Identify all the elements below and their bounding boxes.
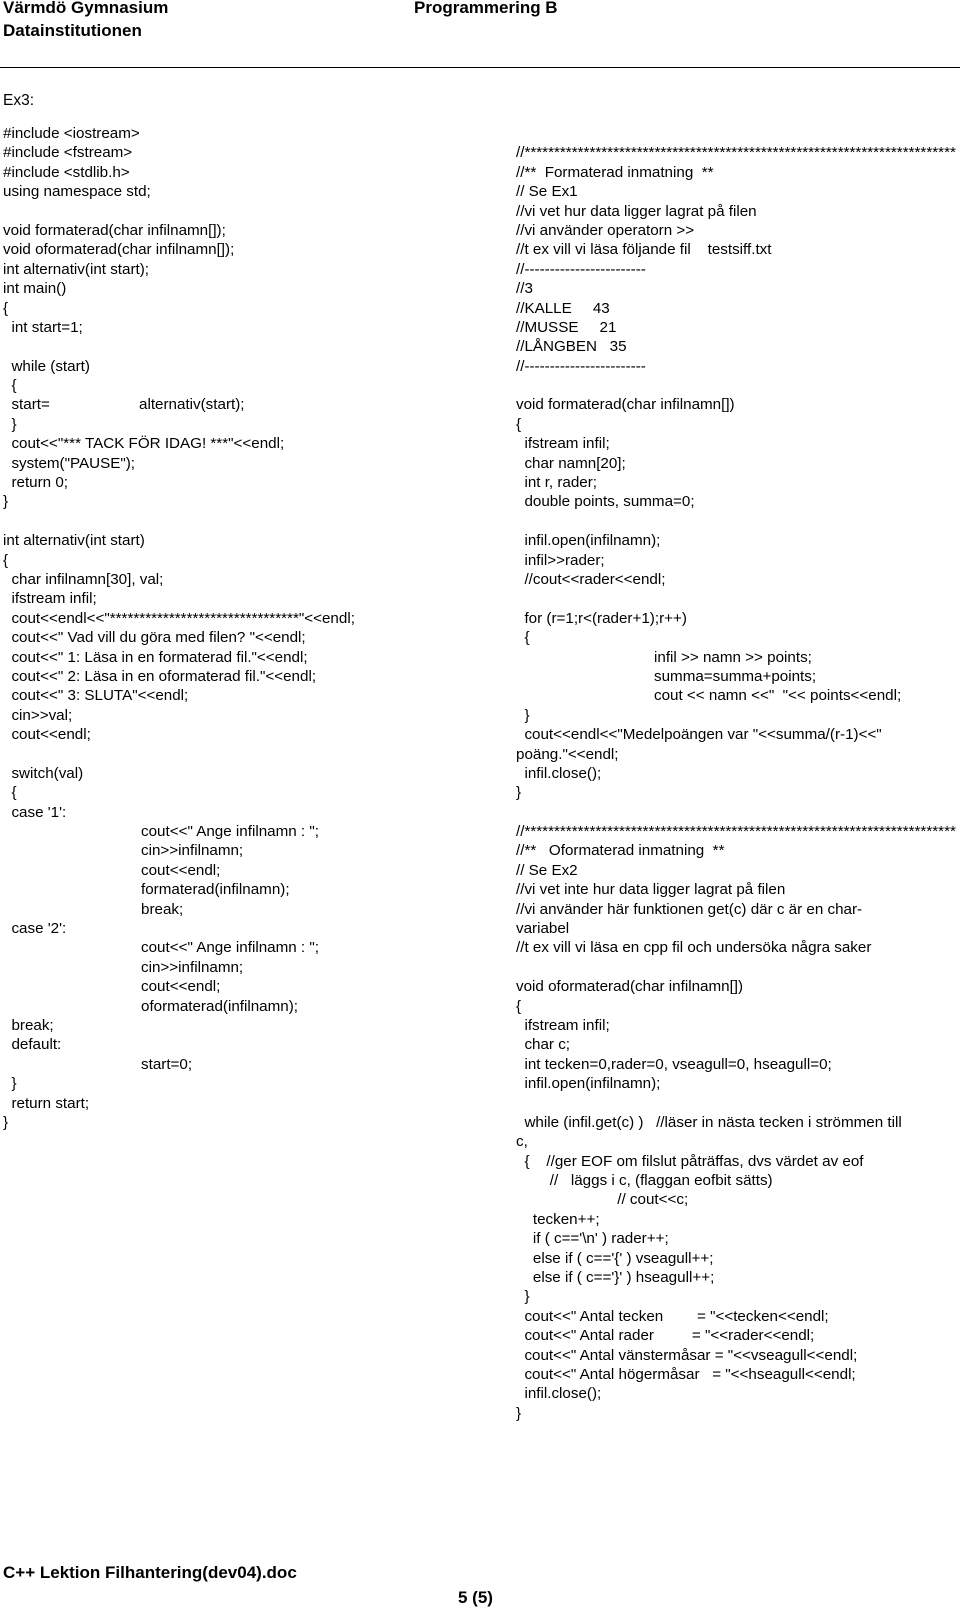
code-line [516,1152,956,1171]
code-text: void formaterad(char infilnamn[]) [516,396,735,414]
code-line [3,492,503,511]
code-text: //------------------------ [516,260,646,278]
code-text: { [3,551,9,569]
code-text: for (r=1;r<(rader+1);r++) [516,609,687,627]
code-text: { [516,997,522,1015]
code-line [516,454,956,473]
code-line [516,1210,956,1229]
code-line [516,221,956,240]
code-text: switch(val) [3,764,84,782]
code-line [3,880,503,899]
code-line [3,279,503,298]
code-line [516,551,956,570]
code-line [516,1346,956,1365]
header-school: Värmdö Gymnasium [3,0,169,17]
code-text: alternativ(start); [139,396,245,414]
code-line [3,648,503,667]
code-text: //3 [516,280,533,298]
code-text: tecken++; [516,1210,600,1228]
code-line [516,628,956,647]
code-line [3,202,503,221]
code-text: case '2': [3,920,67,938]
code-text: start= [3,396,50,414]
code-line [516,318,956,337]
code-line [516,1287,956,1306]
code-line [3,919,503,938]
code-text: infil.open(infilnamn); [516,532,661,550]
exercise-label: Ex3: [3,92,35,109]
code-line [3,841,503,860]
code-text: formaterad(infilnamn); [141,881,290,899]
code-text: start=0; [141,1055,193,1073]
code-text: char infilnamn[30], val; [3,570,164,588]
code-text: // Se Ex2 [516,861,578,879]
code-line [516,609,956,628]
code-line [516,938,956,957]
code-line [3,570,503,589]
code-line [516,473,956,492]
code-text: summa=summa+points; [654,667,817,685]
code-line [516,182,956,201]
code-line [3,861,503,880]
code-line [3,764,503,783]
code-line [3,667,503,686]
code-text: cout<<endl; [3,726,91,744]
code-text: #include <stdlib.h> [3,163,130,181]
code-text: //KALLE 43 [516,299,610,317]
code-line [516,841,956,860]
code-text: while (start) [3,357,90,375]
code-line [516,1268,956,1287]
code-text: poäng."<<endl; [516,745,619,763]
code-text: } [516,784,522,802]
code-line [516,977,956,996]
code-line [516,434,956,453]
code-text: #include <iostream> [3,125,140,142]
code-line [3,221,503,240]
code-text: //** Oformaterad inmatning ** [516,842,725,860]
code-line [516,124,956,143]
code-text: //** Formaterad inmatning ** [516,163,714,181]
code-text: infil.open(infilnamn); [516,1075,661,1093]
code-line [3,958,503,977]
code-text: //************************************************************************* [516,823,956,841]
code-line [516,1074,956,1093]
code-text: cin>>infilnamn; [141,958,244,976]
code-line [3,745,503,764]
code-text: //vi använder här funktionen get(c) där c är en char- [516,900,863,918]
code-line [3,977,503,996]
code-text: else if ( c=='}' ) hseagull++; [516,1269,715,1287]
code-line [3,454,503,473]
code-line [3,1035,503,1054]
code-text: //cout<<rader<<endl; [516,570,666,588]
code-text: //vi använder operatorn >> [516,221,695,239]
code-line [516,706,956,725]
code-text: infil.close(); [516,764,602,782]
code-line [3,337,503,356]
code-text: { [3,784,17,802]
code-text: cin>>infilnamn; [141,842,244,860]
code-line [3,803,503,822]
code-line [516,260,956,279]
code-text: { [3,299,9,317]
code-line [3,415,503,434]
code-text: int start=1; [3,318,83,336]
code-text: using namespace std; [3,183,151,201]
code-line [516,1365,956,1384]
code-text: } [516,1288,530,1306]
code-text: { //ger EOF om filslut påträffas, dvs värdet av eof [516,1152,864,1170]
code-line [516,512,956,531]
code-line [516,686,956,705]
code-text: cout<<" 3: SLUTA"<<endl; [3,687,189,705]
code-line [516,764,956,783]
code-text: infil >> namn >> points; [654,648,812,666]
code-text: { [3,377,17,395]
code-text: cout<<" Vad vill du göra med filen? "<<endl; [3,629,306,647]
code-line [516,1404,956,1423]
code-text: cout<<endl<<"********************************"<<endl; [3,609,355,627]
code-text: break; [141,900,184,918]
code-text: int alternativ(int start) [3,532,145,550]
code-text: else if ( c=='{' ) vseagull++; [516,1249,714,1267]
code-text: } [3,1075,17,1093]
code-line [516,648,956,667]
code-text: //************************************************************************* [516,144,956,162]
code-text: ifstream infil; [3,590,97,608]
code-text: double points, summa=0; [516,493,695,511]
code-line [3,589,503,608]
code-line [3,434,503,453]
code-line [516,376,956,395]
footer-filename: C++ Lektion Filhantering(dev04).doc [3,1563,297,1582]
code-text: infil.close(); [516,1385,602,1403]
code-line [516,1249,956,1268]
code-text: } [3,415,17,433]
code-text: cout<<" 2: Läsa in en oformaterad fil."<<endl; [3,667,317,685]
code-text: { [516,629,530,647]
code-text: int main() [3,280,67,298]
code-line [516,143,956,162]
code-line [3,1094,503,1113]
code-line [516,803,956,822]
code-line [516,997,956,1016]
code-line [516,919,956,938]
code-line [516,395,956,414]
code-text: #include <fstream> [3,144,133,162]
code-line [3,1113,503,1132]
code-text: cout<<endl<<"Medelpoängen var "<<summa/(r-1)<<" [516,726,882,744]
code-line [3,1055,503,1074]
code-line [3,473,503,492]
code-text: } [516,706,530,724]
code-line [516,1326,956,1345]
code-line [516,725,956,744]
code-text: cout<<"*** TACK FÖR IDAG! ***"<<endl; [3,435,285,453]
code-line [516,357,956,376]
code-text: ifstream infil; [516,435,610,453]
code-text: int r, rader; [516,474,598,492]
code-line [516,337,956,356]
code-line [3,1016,503,1035]
code-line [516,822,956,841]
code-line [516,240,956,259]
code-line [516,958,956,977]
code-line [516,531,956,550]
code-text: c, [516,1133,528,1151]
code-line [3,260,503,279]
code-line [516,880,956,899]
code-line [3,822,503,841]
code-line [3,143,503,162]
code-line [3,609,503,628]
code-text: { [516,415,522,433]
code-text: return start; [3,1094,90,1112]
code-text: cout<<endl; [141,861,221,879]
code-text: ifstream infil; [516,1016,610,1034]
code-text: while (infil.get(c) ) //läser in nästa tecken i strömmen till [516,1113,902,1131]
code-line [3,1074,503,1093]
code-line [3,900,503,919]
code-line [3,357,503,376]
code-line [516,202,956,221]
code-line [3,531,503,550]
code-text: if ( c=='\n' ) rader++; [516,1230,669,1248]
code-text: void oformaterad(char infilnamn[]) [516,978,744,996]
code-line [3,783,503,802]
footer-page-number: 5 (5) [458,1588,493,1607]
code-line [516,492,956,511]
code-line [516,1132,956,1151]
code-line [516,667,956,686]
code-text: cout<<" Antal rader = "<<rader<<endl; [516,1327,815,1345]
code-text: int tecken=0,rader=0, vseagull=0, hseagull=0; [516,1055,832,1073]
code-line [516,783,956,802]
code-line [3,512,503,531]
code-line [516,861,956,880]
code-text: //MUSSE 21 [516,318,617,336]
code-line [3,725,503,744]
code-text: char namn[20]; [516,454,626,472]
code-text: break; [3,1016,54,1034]
code-text: void oformaterad(char infilnamn[]); [3,241,235,259]
code-text: //t ex vill vi läsa en cpp fil och undersöka några saker [516,939,872,957]
code-text: //vi vet hur data ligger lagrat på filen [516,202,757,220]
code-text: cout<<" Ange infilnamn : "; [141,939,319,957]
code-text: infil>>rader; [516,551,605,569]
code-text: cout<<" 1: Läsa in en formaterad fil."<<endl; [3,648,308,666]
code-text: variabel [516,920,570,938]
code-line [516,1307,956,1326]
code-line [3,395,503,414]
code-line [3,376,503,395]
code-text: cin>>val; [3,706,73,724]
code-line [3,938,503,957]
code-text: case '1': [3,803,67,821]
code-text: cout<<" Antal högermåsar = "<<hseagull<<endl; [516,1366,856,1383]
code-line [3,997,503,1016]
code-line [516,589,956,608]
code-line [516,1171,956,1190]
code-line [3,686,503,705]
right-code-column [516,124,956,1423]
code-text: system("PAUSE"); [3,454,136,472]
code-text: cout<<" Antal tecken = "<<tecken<<endl; [516,1307,829,1325]
code-line [516,570,956,589]
code-text: } [516,1404,522,1422]
header-rule [0,67,960,68]
header-department: Datainstitutionen [3,21,142,40]
code-line [516,279,956,298]
code-line [3,299,503,318]
code-text: return 0; [3,474,68,492]
code-line [516,1190,956,1209]
code-text: void formaterad(char infilnamn[]); [3,221,226,239]
code-line [516,1055,956,1074]
code-line [516,415,956,434]
code-text: char c; [516,1036,571,1054]
code-line [516,1384,956,1403]
code-text: default: [3,1036,62,1054]
code-line [3,706,503,725]
code-line [516,900,956,919]
code-text: // cout<<c; [516,1191,689,1209]
code-line [3,551,503,570]
code-text: // Se Ex1 [516,183,578,201]
code-text: // läggs i c, (flaggan eofbit sätts) [516,1172,773,1190]
code-line [516,1229,956,1248]
code-text: cout << namn <<" "<< points<<endl; [654,687,902,705]
code-text: //------------------------ [516,357,646,375]
code-text: } [3,1113,9,1131]
code-line [3,318,503,337]
code-line [3,163,503,182]
code-text: //t ex vill vi läsa följande fil testsiff.txt [516,241,772,259]
code-line [3,628,503,647]
code-text: cout<<" Antal vänstermåsar = "<<vseagull<<endl; [516,1346,858,1364]
left-code-column [3,124,503,1132]
code-line [516,299,956,318]
header-course: Programmering B [414,0,558,17]
code-line [516,1094,956,1113]
code-line [3,240,503,259]
code-line [516,1113,956,1132]
code-text: //vi vet inte hur data ligger lagrat på filen [516,881,786,899]
code-text: cout<<endl; [141,978,221,996]
code-line [516,163,956,182]
code-text: oformaterad(infilnamn); [141,997,298,1015]
code-text: } [3,493,9,511]
code-text: //LÅNGBEN 35 [516,338,627,356]
code-line [516,1016,956,1035]
code-line [3,182,503,201]
code-line [516,745,956,764]
code-line [3,124,503,143]
code-text: int alternativ(int start); [3,260,150,278]
code-text: cout<<" Ange infilnamn : "; [141,823,319,841]
code-line [516,1035,956,1054]
